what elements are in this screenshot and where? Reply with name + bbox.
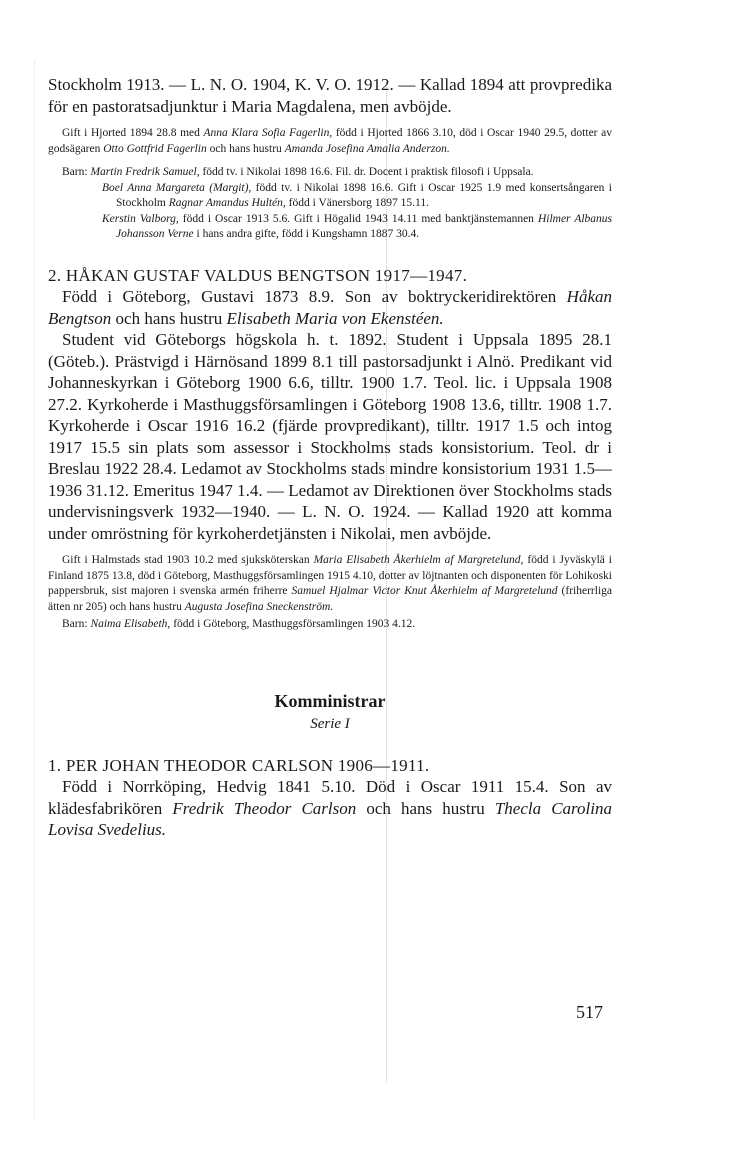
section-subtitle: Serie I xyxy=(310,715,350,732)
children-list-1 xyxy=(48,165,612,243)
marriage-note-1: Gift i Hjorted 1894 28.8 med Anna Klara Sofia Fagerlin, född i Hjorted 1866 3.10, död i Oscar 1940 29.5, dotter av godsägaren Otto Gottfrid Fagerlin och hans hustru Amanda Josefina Amalia Anderzon. xyxy=(48,127,612,155)
entry-heading: 2. HÅKAN GUSTAF VALDUS BENGTSON 1917—1947. xyxy=(48,265,468,285)
child-entry: Kerstin Valborg, född i Oscar 1913 5.6. Gift i Högalid 1943 14.11 med banktjänstemannen Hilmer Albanus Johansson Verne i hans andra gifte, född i Kungshamn 1887 30.4. xyxy=(102,212,613,240)
entry-heading: 1. PER JOHAN THEODOR CARLSON 1906—1911. xyxy=(48,755,430,775)
continued-paragraph: Stockholm 1913. — L. N. O. 1904, K. V. O. 1912. — Kallad 1894 att provpredika för en pastoratsadjunktur i Maria Magdalena, men avböjde. xyxy=(48,75,612,116)
child-entry: Barn: Martin Fredrik Samuel, född tv. i Nikolai 1898 16.6. Fil. dr. Docent i praktisk filosofi i Uppsala. xyxy=(62,166,534,178)
career-paragraph: Student vid Göteborgs högskola h. t. 1892. Student i Uppsala 1895 28.1 (Göteb.). Prästvigd i Härnösand 1899 8.1 till pastorsadjunkt i Alnö. Predikant vid Johanneskyrkan i Göteborg 1900 6.6, tilltr. 1900 1.7. Teol. lic. i Uppsala 1908 27.2. Kyrkoherde i Masthuggsförsamlingen i Göteborg 1908 13.6, tilltr. 1908 1.7. Kyrkoherde i Oscar 1916 16.2 (fjärde provpredikant), tilltr. 1917 1.5 och intog 1917 15.5 sin plats som assessor i Stockholms stads konsistorium. Teol. dr i Breslau 1922 28.4. Ledamot av Stockholms stads mindre konsistorium 1931 1.5—1936 31.12. Emeritus 1947 1.4. — Ledamot av Direktionen över Stockholms stads undervisningsverk 1932—1940. — L. N. O. 1924. — Kallad 1920 att komma under omröstning för kyrkoherdetjänsten i Nikolai, men avböjde. xyxy=(48,330,612,543)
birth-paragraph: Född i Göteborg, Gustavi 1873 8.9. Son av boktryckeridirektören Håkan Bengtson och hans hustru Elisabeth Maria von Ekenstéen. xyxy=(48,287,612,328)
children-note-2: Barn: Naima Elisabeth, född i Göteborg, Masthuggsförsamlingen 1903 4.12. xyxy=(62,618,416,630)
scan-edge-artifact xyxy=(34,60,35,1120)
page-number: 517 xyxy=(576,1002,603,1022)
section-title: Komministrar xyxy=(274,690,386,711)
birth-paragraph: Född i Norrköping, Hedvig 1841 5.10. Död i Oscar 1911 15.4. Son av klädesfabrikören Fredrik Theodor Carlson och hans hustru Thecla Carolina Lovisa Svedelius. xyxy=(48,777,612,839)
child-entry: Boel Anna Margareta (Margit), född tv. i Nikolai 1898 16.6. Gift i Oscar 1925 1.9 med konsertsångaren i Stockholm Ragnar Amandus Hultén, född i Vänersborg 1897 15.11. xyxy=(102,181,612,209)
page-content xyxy=(48,74,612,841)
marriage-note-2: Gift i Halmstads stad 1903 10.2 med sjuksköterskan Maria Elisabeth Åkerhielm af Margretelund, född i Jyväskylä i Finland 1875 13.8, död i Göteborg, Masthuggsförsamlingen 1915 4.10, dotter av löjtnanten och disponenten för Lohikoski pappersbruk, sist majoren i svenska armén friherre Samuel Hjalmar Victor Knut Åkerhielm af Margretelund (friherrliga ätten nr 205) och hans hustru Augusta Josefina Sneckenström. xyxy=(48,554,612,613)
